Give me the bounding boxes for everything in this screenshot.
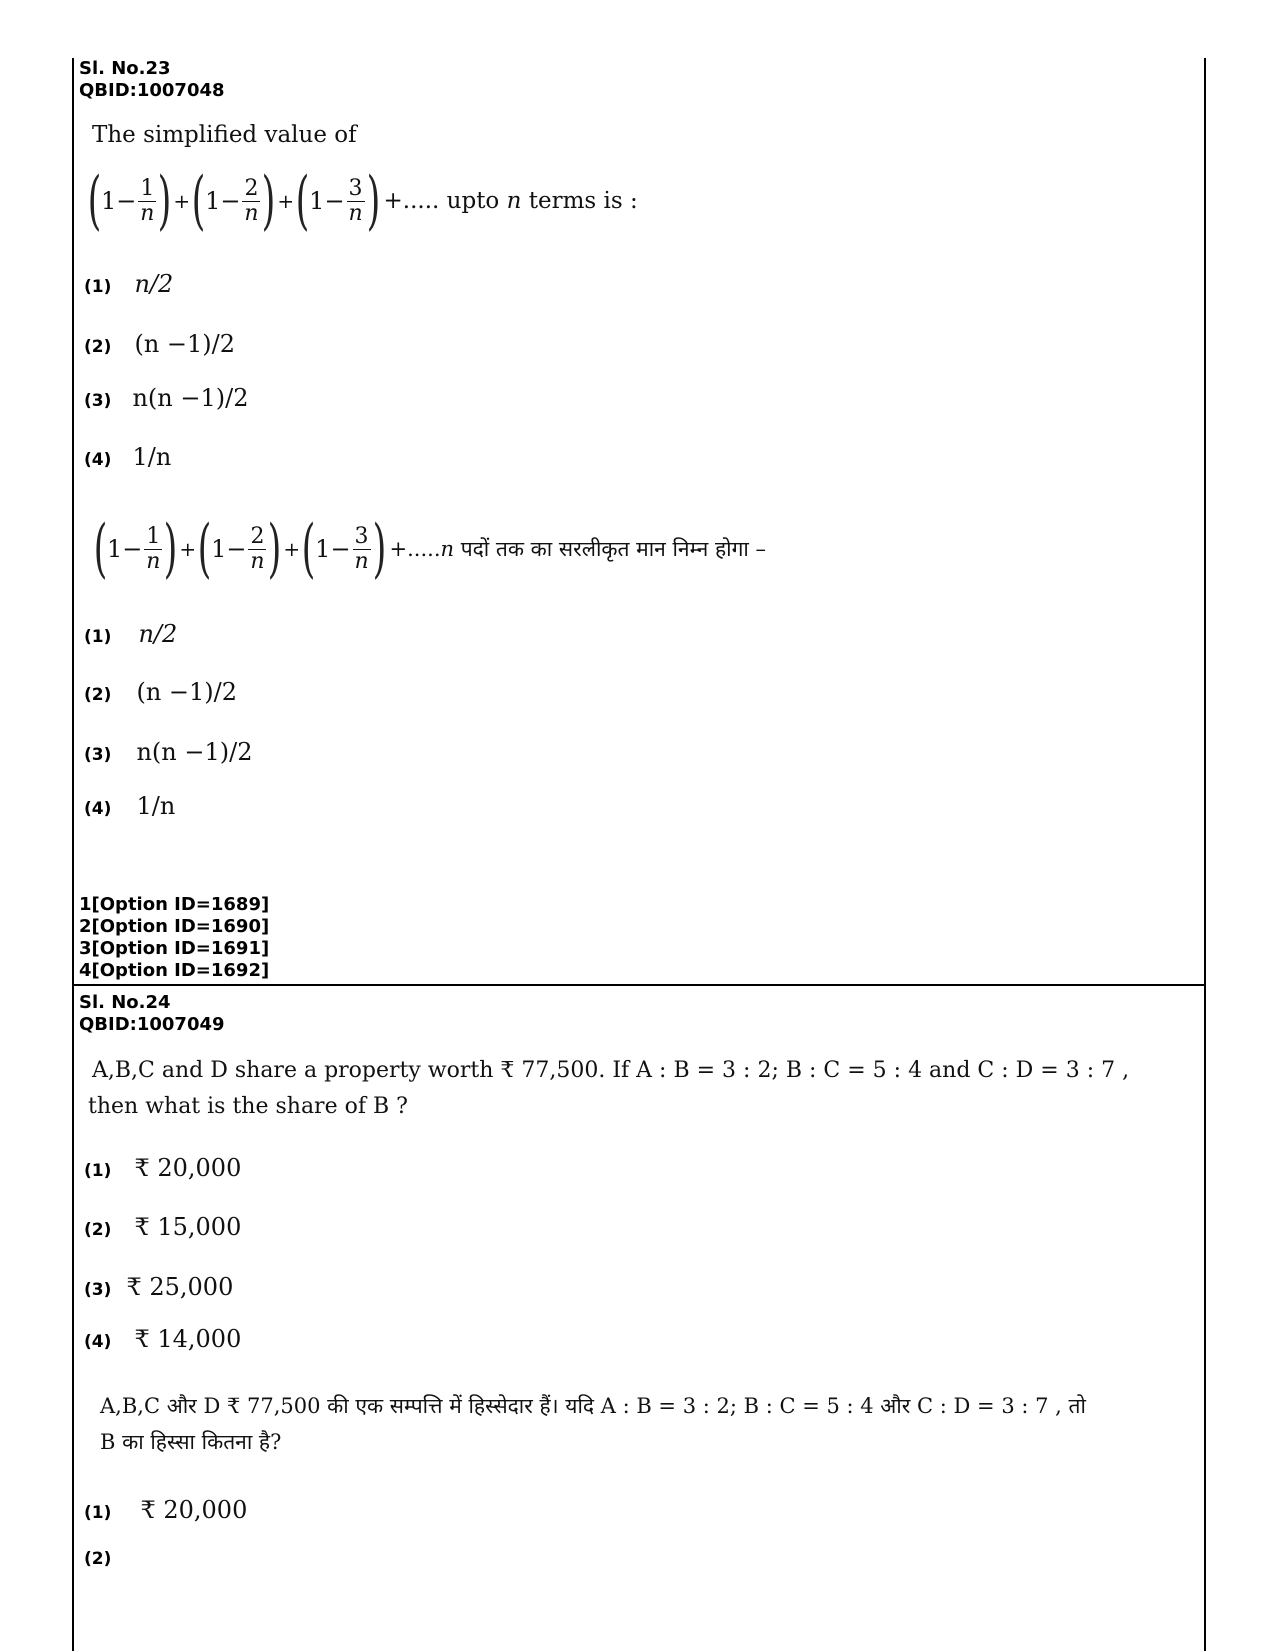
option-row[interactable] — [84, 1154, 241, 1182]
question-bank-id: QBID:1007049 — [79, 1014, 225, 1035]
expression-tail-hindi: +.....n पदों तक का सरलीकृत मान निम्न होगा – — [389, 537, 767, 561]
option-number: (3) — [84, 745, 112, 765]
question-text-line: then what is the share of B ? — [88, 1094, 408, 1119]
option-value: ₹ 15,000 — [134, 1213, 242, 1241]
option-row[interactable] — [84, 620, 177, 648]
plus-sign: + — [283, 537, 301, 561]
term-one: 1 — [315, 535, 331, 563]
question-intro: The simplified value of — [92, 122, 357, 148]
paren-close: ) — [157, 164, 172, 238]
fraction: $\frac{1}{n}$ — [146, 524, 161, 574]
option-id: 4[Option ID=1692] — [79, 960, 270, 981]
paren-close: ) — [366, 164, 380, 238]
paren-close: ) — [262, 164, 276, 238]
option-number: (4) — [84, 450, 112, 470]
paren-open: ( — [295, 164, 310, 238]
question-divider — [72, 984, 1206, 986]
option-value: 1/n — [132, 443, 172, 471]
plus-sign: + — [173, 189, 191, 213]
question-expression-en — [87, 164, 638, 238]
option-row[interactable] — [84, 1273, 233, 1301]
minus-sign: − — [116, 187, 137, 215]
fraction: $\frac{2}{n}$ — [244, 176, 259, 226]
paren-close: ) — [163, 512, 178, 586]
minus-sign: − — [220, 187, 241, 215]
paren-open: ( — [191, 164, 206, 238]
option-value: ₹ 25,000 — [126, 1273, 234, 1301]
option-row[interactable] — [84, 1496, 247, 1524]
question-bank-id: QBID:1007048 — [79, 80, 225, 101]
option-value: (n −1)/2 — [134, 330, 236, 358]
page-left-border — [72, 58, 74, 1651]
paren-close: ) — [268, 512, 282, 586]
fraction: $\frac{2}{n}$ — [250, 524, 265, 574]
option-number: (2) — [84, 1549, 112, 1569]
option-id: 2[Option ID=1690] — [79, 916, 270, 937]
minus-sign: − — [122, 535, 143, 563]
option-value: n/2 — [138, 620, 178, 648]
paren-open: ( — [197, 512, 212, 586]
option-number: (2) — [84, 337, 112, 357]
question-text-line-hindi: A,B,C और D ₹ 77,500 की एक सम्पत्ति में हिस्सेदार हैं। यदि A : B = 3 : 2; B : C = 5 : 4 और C : D = 3 : 7 , तो — [100, 1394, 1086, 1418]
option-value: ₹ 14,000 — [134, 1325, 242, 1353]
fraction: $\frac{3}{n}$ — [354, 524, 369, 574]
option-id: 1[Option ID=1689] — [79, 894, 270, 915]
option-value: ₹ 20,000 — [134, 1154, 242, 1182]
term-one: 1 — [211, 535, 227, 563]
plus-sign: + — [277, 189, 295, 213]
serial-number: Sl. No.23 — [79, 58, 171, 79]
question-text-line: A,B,C and D share a property worth ₹ 77,500. If A : B = 3 : 2; B : C = 5 : 4 and C : D = 3 : 7 , — [92, 1058, 1130, 1083]
option-number: (4) — [84, 799, 112, 819]
option-row[interactable] — [84, 738, 252, 766]
paren-close: ) — [372, 512, 386, 586]
question-expression-hi — [93, 512, 767, 586]
expression-tail: +..... upto n terms is : — [383, 188, 638, 214]
option-number: (3) — [84, 1280, 112, 1300]
option-value: n(n −1)/2 — [136, 738, 253, 766]
paren-open: ( — [301, 512, 316, 586]
option-row[interactable] — [84, 330, 235, 358]
option-id: 3[Option ID=1691] — [79, 938, 270, 959]
option-number: (3) — [84, 391, 112, 411]
option-number: (2) — [84, 1220, 112, 1240]
minus-sign: − — [226, 535, 247, 563]
minus-sign: − — [330, 535, 351, 563]
option-value: ₹ 20,000 — [140, 1496, 248, 1524]
fraction: $\frac{3}{n}$ — [348, 176, 363, 226]
option-number: (1) — [84, 1161, 112, 1181]
option-value: n(n −1)/2 — [132, 384, 249, 412]
term-one: 1 — [205, 187, 221, 215]
option-row[interactable] — [84, 1542, 135, 1570]
option-number: (1) — [84, 277, 112, 297]
paren-open: ( — [93, 512, 108, 586]
option-row[interactable] — [84, 678, 237, 706]
option-value: 1/n — [136, 792, 176, 820]
option-number: (1) — [84, 1503, 112, 1523]
option-number: (4) — [84, 1332, 112, 1352]
minus-sign: − — [324, 187, 345, 215]
option-row[interactable] — [84, 792, 175, 820]
term-one: 1 — [100, 187, 117, 215]
option-value: n/2 — [134, 270, 174, 298]
option-row[interactable] — [84, 270, 173, 298]
term-one: 1 — [106, 535, 123, 563]
plus-sign: + — [179, 537, 197, 561]
term-one: 1 — [309, 187, 325, 215]
fraction: $\frac{1}{n}$ — [140, 176, 155, 226]
option-row[interactable] — [84, 1213, 241, 1241]
option-row[interactable] — [84, 443, 171, 471]
page-right-border — [1204, 58, 1206, 1651]
option-value: (n −1)/2 — [136, 678, 238, 706]
question-text-line-hindi: B का हिस्सा कितना है? — [100, 1430, 282, 1454]
paren-open: ( — [87, 164, 102, 238]
option-row[interactable] — [84, 384, 248, 412]
option-number: (2) — [84, 685, 112, 705]
option-row[interactable] — [84, 1325, 241, 1353]
serial-number: Sl. No.24 — [79, 992, 171, 1013]
option-number: (1) — [84, 627, 112, 647]
